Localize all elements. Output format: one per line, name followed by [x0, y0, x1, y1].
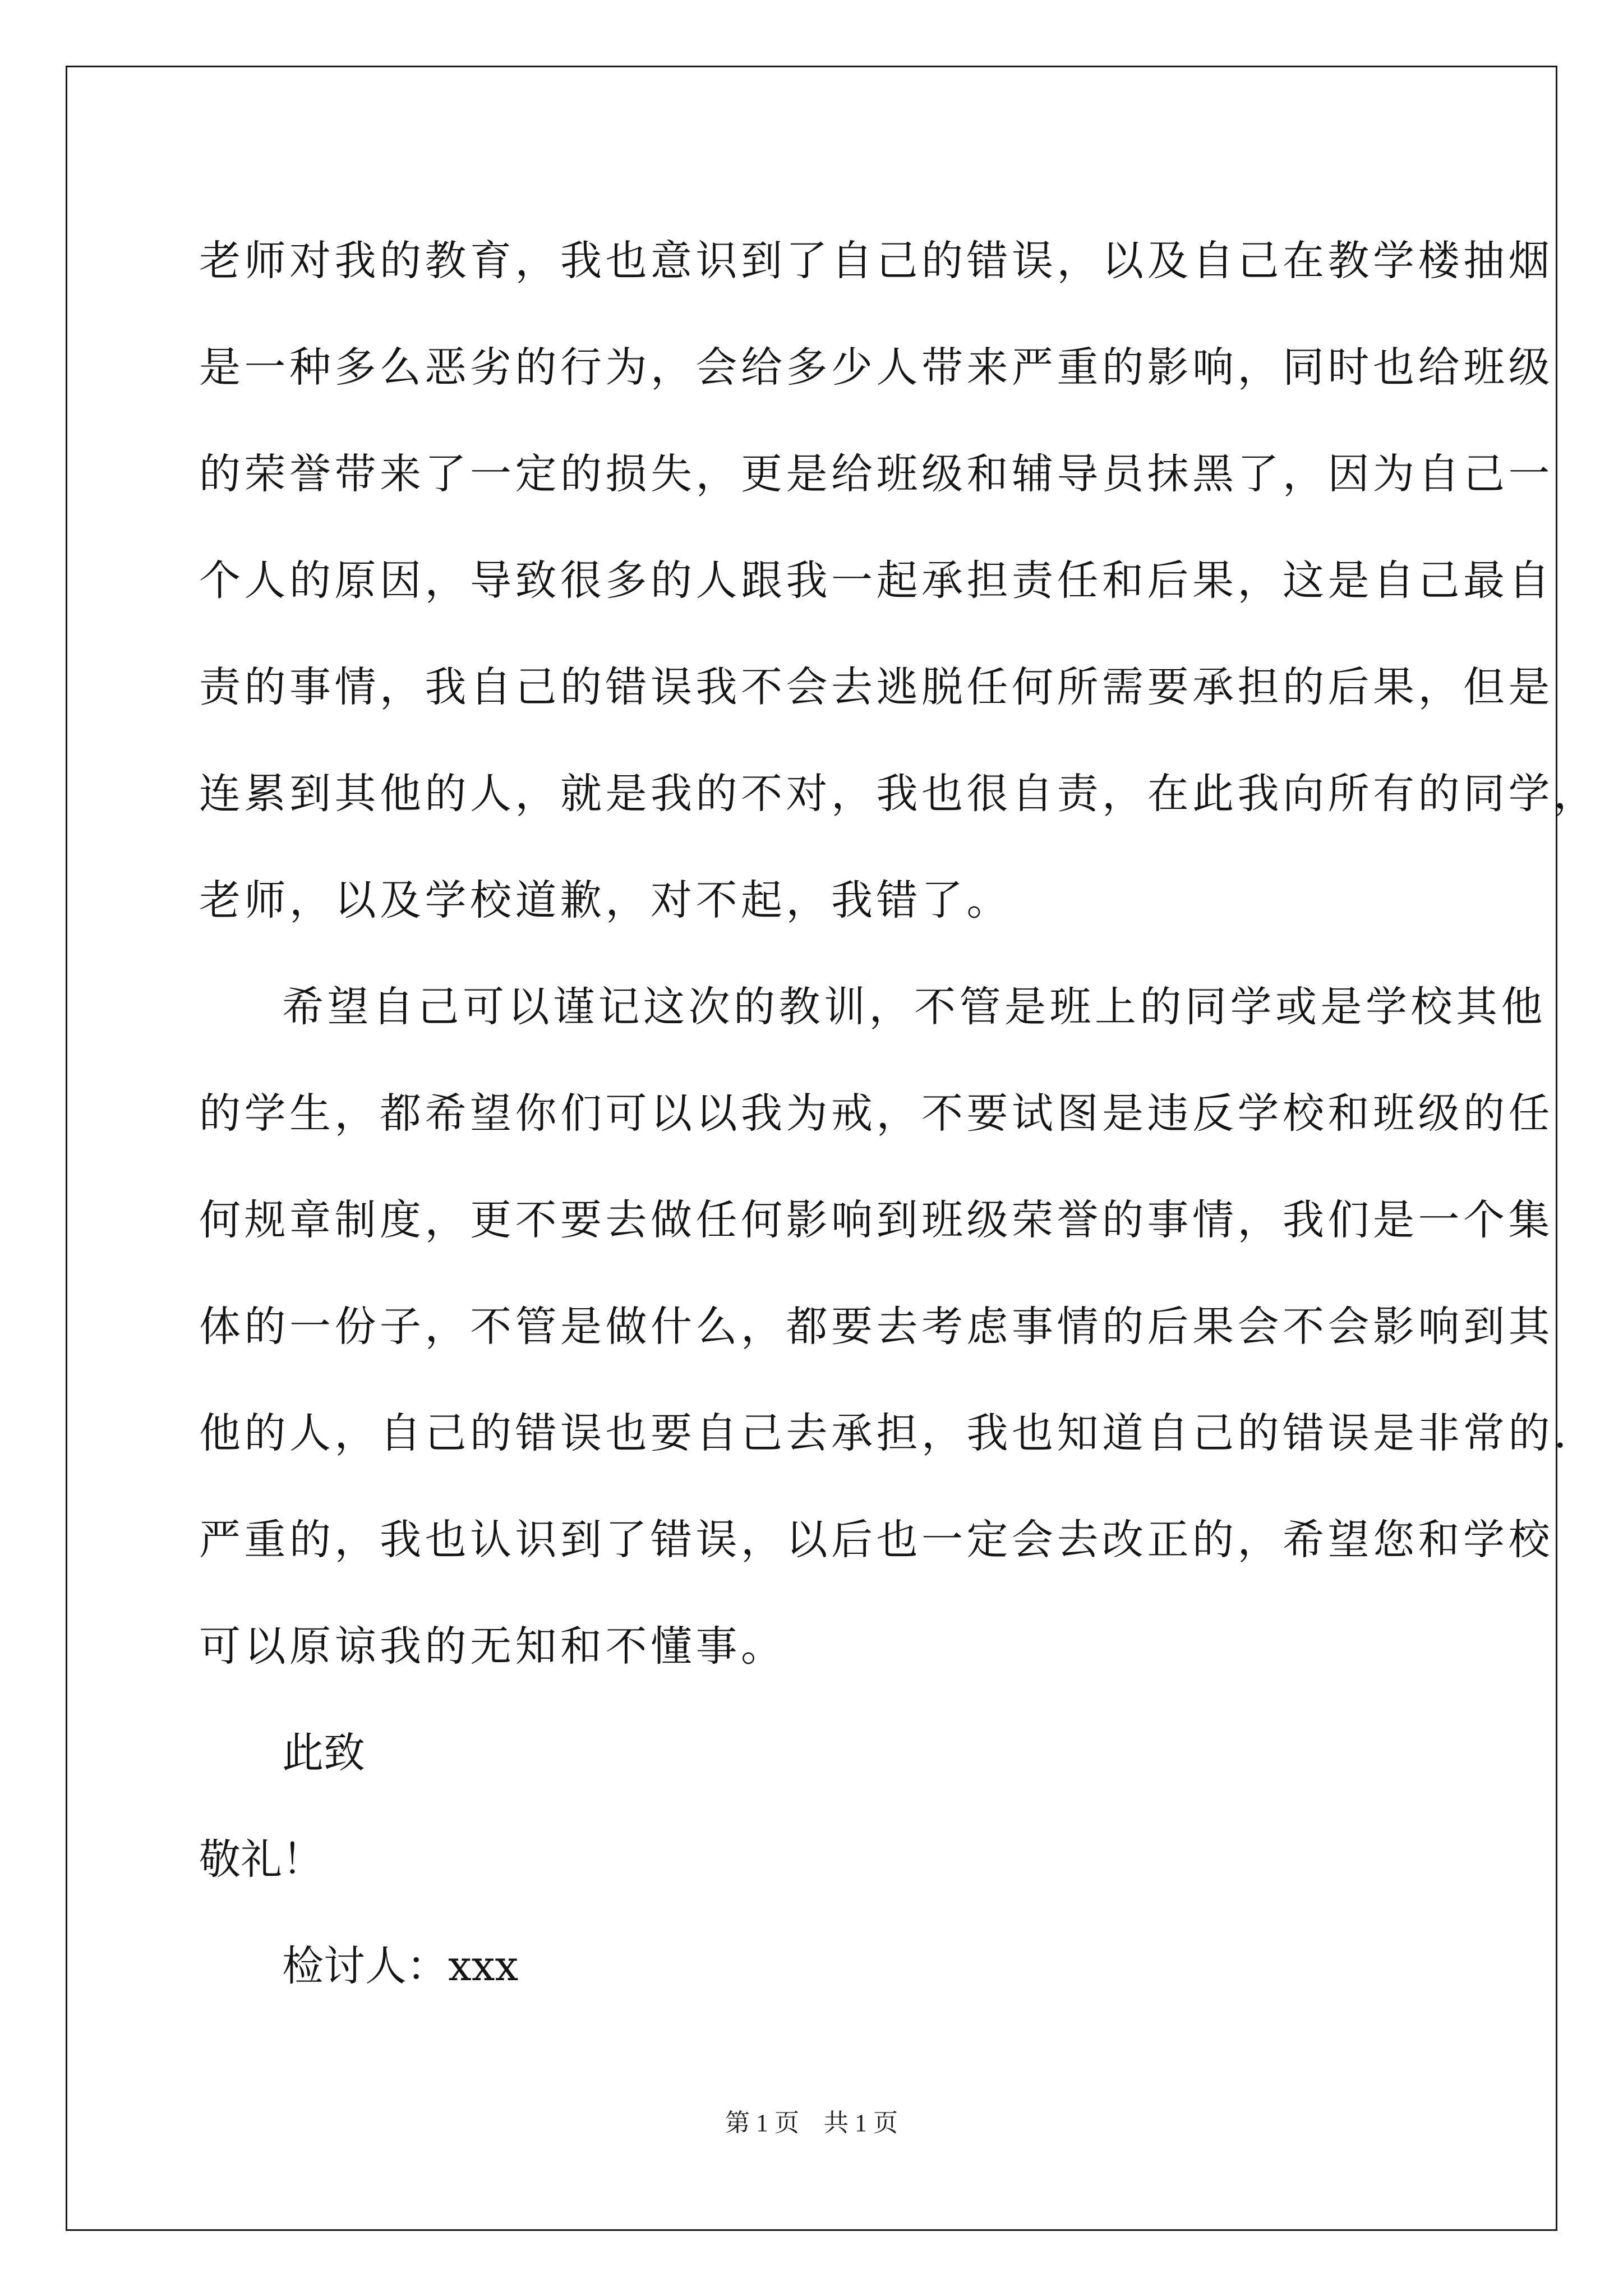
paragraph-line: 严重的，我也认识到了错误，以后也一定会去改正的，希望您和学校: [199, 1516, 1553, 1564]
paragraph-line: 个人的原因，导致很多的人跟我一起承担责任和后果，这是自己最自: [199, 556, 1553, 605]
paragraph-line: 可以原谅我的无知和不懂事。: [199, 1622, 786, 1671]
paragraph-line: 是一种多么恶劣的行为，会给多少人带来严重的影响，同时也给班级: [199, 343, 1553, 392]
paragraph-line: 老师，以及学校道歉，对不起，我错了。: [199, 876, 1012, 924]
signature: 检讨人：xxx: [282, 1942, 519, 1990]
paragraph-line: 体的一份子，不管是做什么，都要去考虑事情的后果会不会影响到其: [199, 1303, 1553, 1351]
paragraph-line: 老师对我的教育，我也意识到了自己的错误，以及自己在教学楼抽烟: [199, 237, 1553, 285]
paragraph-line: 连累到其他的人，就是我的不对，我也很自责，在此我向所有的同学，: [199, 770, 1599, 818]
closing-salutation: 此致: [282, 1729, 365, 1777]
closing-regards: 敬礼！: [199, 1835, 324, 1884]
paragraph-line: 的荣誉带来了一定的损失，更是给班级和辅导员抹黑了，因为自己一: [199, 450, 1553, 498]
paragraph-line: 的学生，都希望你们可以以我为戒，不要试图是违反学校和班级的任: [199, 1089, 1553, 1138]
paragraph-line: 他的人，自己的错误也要自己去承担，我也知道自己的错误是非常的.: [199, 1409, 1571, 1457]
letter-body: [199, 208, 1599, 2019]
page-number: 第 1 页 共 1 页: [725, 2109, 898, 2137]
paragraph-line: 希望自己可以谨记这次的教训，不管是班上的同学或是学校其他: [282, 983, 1546, 1031]
paragraph-line: 责的事情，我自己的错误我不会去逃脱任何所需要承担的后果，但是: [199, 663, 1553, 711]
paragraph-line: 何规章制度，更不要去做任何影响到班级荣誉的事情，我们是一个集: [199, 1196, 1553, 1244]
